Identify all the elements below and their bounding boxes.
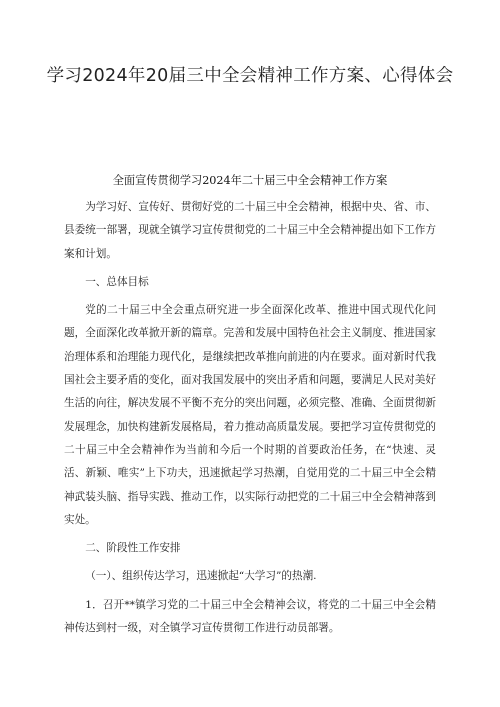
intro-paragraph: 为学习好、宣传好、贯彻好党的二十届三中全会精神，根据中央、省、市、县委统一部署，现就全镇学习宣传贯彻党的二十届三中全会精神提出如下工作方案和计划。: [64, 201, 436, 260]
goal-paragraph: 党的二十届三中全会重点研究进一步全面深化改革、推进中国式现代化问题，全面深化改革掀开新的篇章。完善和发展中国特色社会主义制度、推进国家治理体系和治理能力现代化，是继续把改革推向前进的内在要求。面对新时代我国社会主要矛盾的变化，面对我国发展中的突出矛盾和问题，要满足人民对美好生活的向往，解决发展不平衡不充分的突出问题，必须完整、准确、全面贯彻新发展理念，加快构建新发展格局，着力推动高质量发展。要把学习宣传贯彻党的二十届三中全会精神作为当前和今后一个时期的首要政治任务，在“快速、灵活、新颖、唯实”上下功夫，迅速掀起学习热潮，自觉用党的二十届三中全会精神武装头脑、指导实践、推动工作，以实际行动把党的二十届三中全会精神落到实处。: [64, 304, 436, 526]
item-paragraph-1: 1．召开**镇学习党的二十届三中全会精神会议，将党的二十届三中全会精神传达到村一级，对全镇学习宣传贯彻工作进行动员部署。: [64, 598, 436, 635]
subheading-organize-study: （一）、组织传达学习，迅速掀起“大学习”的热潮.: [85, 570, 317, 583]
document-title: 学习2024年20届三中全会精神工作方案、心得体会: [46, 66, 454, 86]
document-body: [64, 196, 436, 645]
section-title: 全面宣传贯彻学习2024年二十届三中全会精神工作方案: [112, 174, 388, 187]
heading-phased-work: 二、阶段性工作安排: [85, 542, 181, 555]
heading-overall-goal: 一、总体目标: [85, 275, 149, 288]
